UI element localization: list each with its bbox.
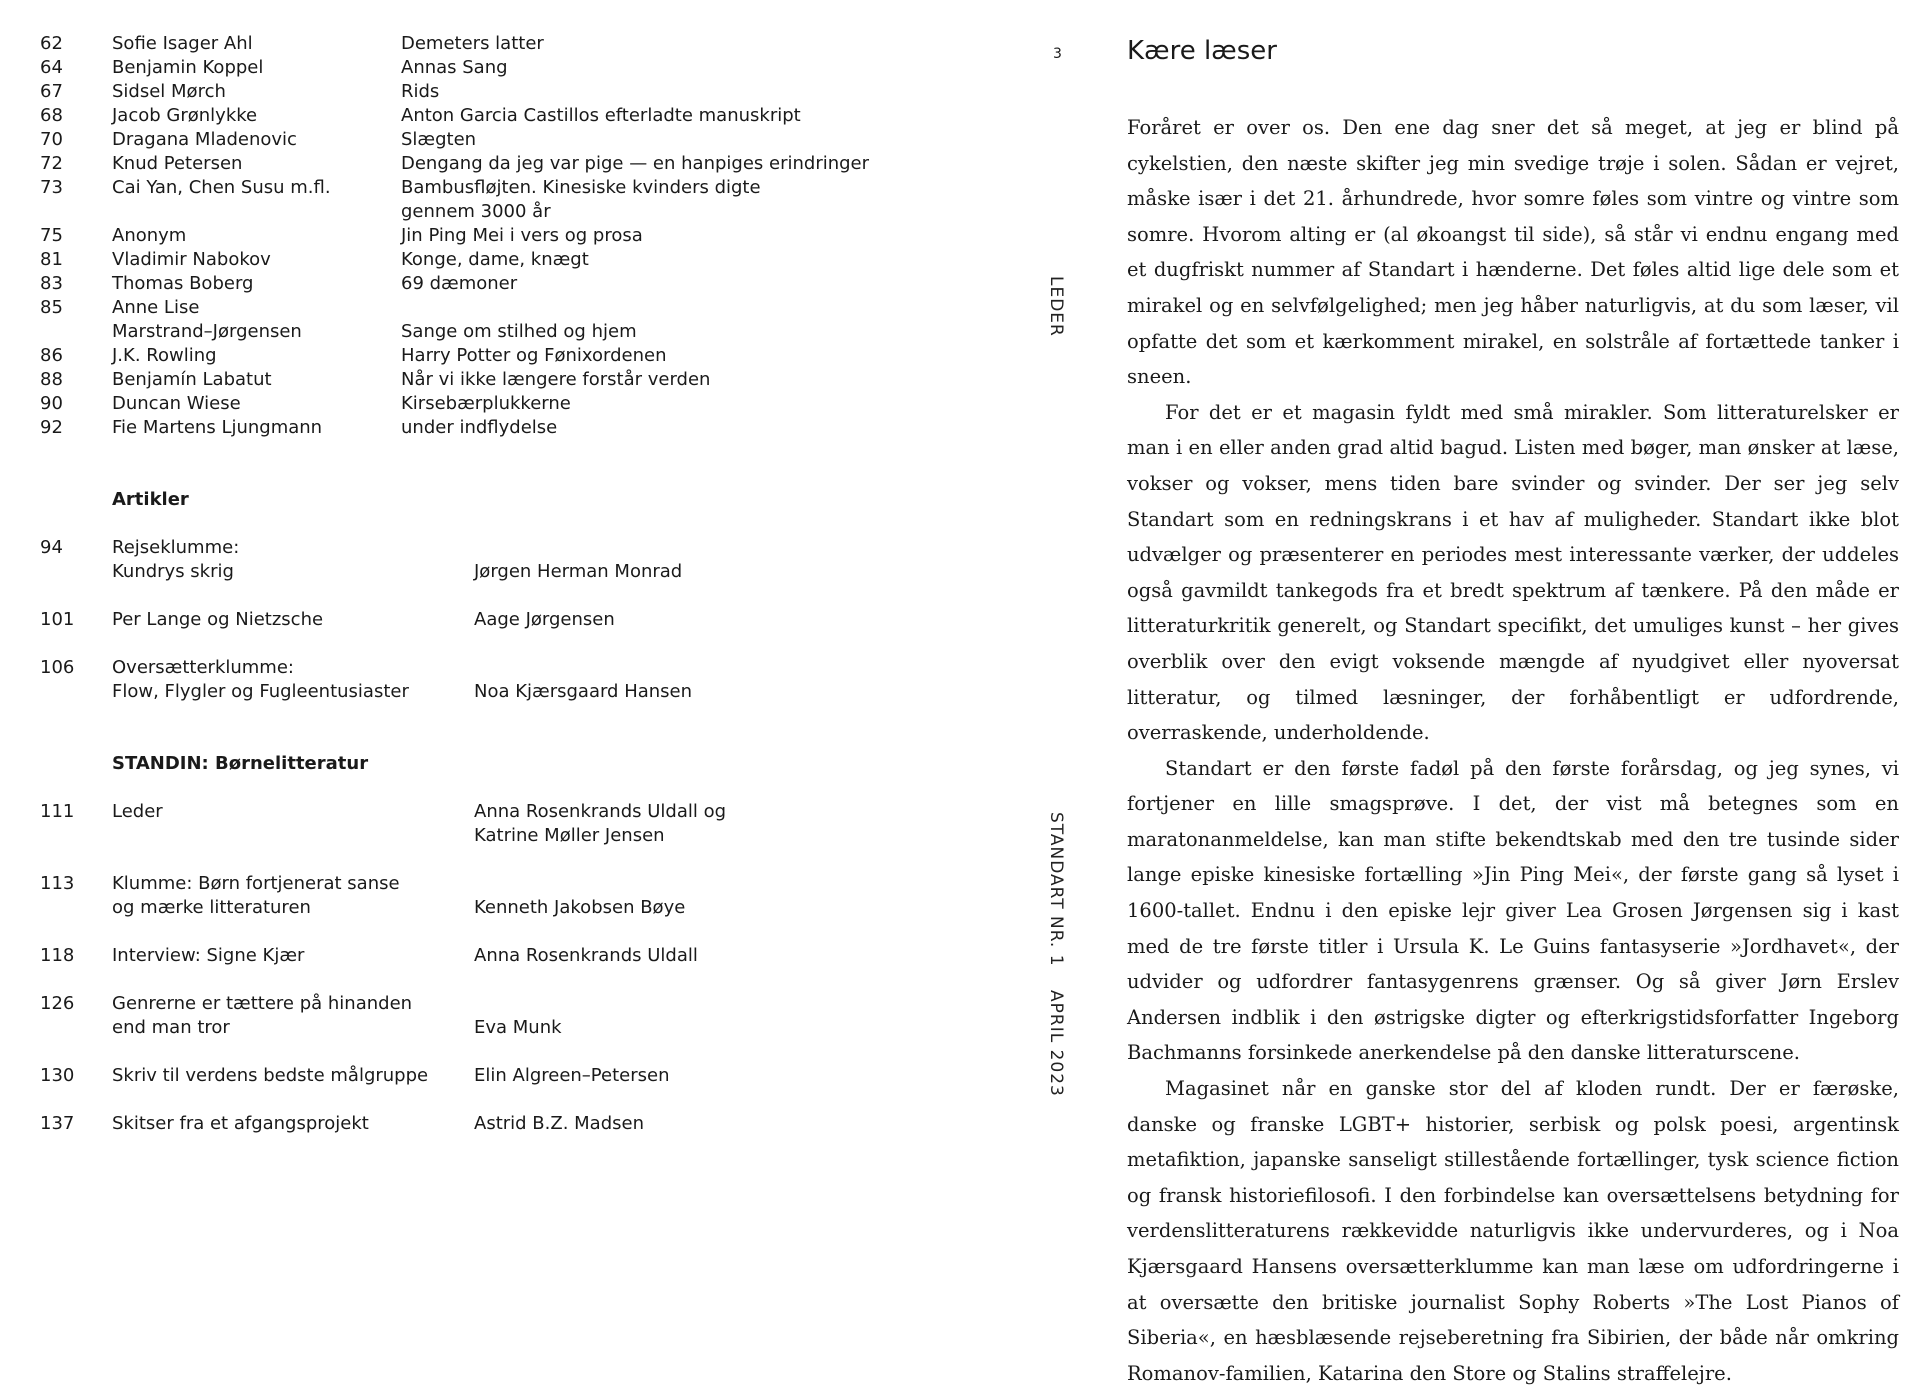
page-number: 73	[40, 177, 63, 198]
page-number: 72	[40, 153, 63, 174]
author-name: Thomas Boberg	[112, 273, 254, 294]
work-title-continued: gennem 3000 år	[401, 201, 551, 222]
author-name: Anonym	[112, 225, 187, 246]
author-name: Benjamin Koppel	[112, 57, 264, 78]
section-heading: STANDIN: Børnelitteratur	[112, 753, 369, 774]
page-number: 101	[40, 609, 75, 630]
article-title: Rejseklumme:	[112, 537, 240, 558]
issue-label: STANDART NR. 1	[1046, 812, 1066, 967]
article-title-continued: Kundrys skrig	[112, 561, 234, 582]
work-title: Sange om stilhed og hjem	[401, 321, 637, 342]
work-title: Harry Potter og Fønixordenen	[401, 345, 667, 366]
page-number: 130	[40, 1065, 75, 1086]
author-name: Fie Martens Ljungmann	[112, 417, 323, 438]
page-number: 75	[40, 225, 63, 246]
author-name: Kenneth Jakobsen Bøye	[474, 897, 686, 918]
section-heading: Artikler	[112, 489, 189, 510]
work-title: Dengang da jeg var pige — en hanpiges erindringer	[401, 153, 870, 174]
work-title: Konge, dame, knægt	[401, 249, 589, 270]
author-name: Sofie Isager Ahl	[112, 33, 253, 54]
page-number: 62	[40, 33, 63, 54]
page-number: 83	[40, 273, 63, 294]
work-title: Jin Ping Mei i vers og prosa	[401, 225, 643, 246]
article-title: Interview: Signe Kjær	[112, 945, 305, 966]
page-number: 3	[1053, 46, 1062, 62]
paragraph: For det er et magasin fyldt med små mirakler. Som litteraturelsker er man i en eller anden grad altid bagud. Listen med bøger, man ønsker at læse, vokser og vokser, mens tiden bare svinder og svinder. Der ser jeg selv Standart som en redningskrans i et hav af muligheder. Standart ikke blot udvælger og præsenterer en periodes mest interessante værker, der uddeles også gavmildt tankegods fra et bredt spektrum af tænkere. På den måde er litteraturkritik generelt, og Standart specifikt, det umuliges kunst – her gives overblik over den evigt voksende mængde af nyudgivet eller nyoversat litteratur, og tilmed læsninger, der forhåbentligt er udfordrende, overraskende, underholdende.	[1127, 400, 1899, 745]
page-number: 86	[40, 345, 63, 366]
article-title-continued: Flow, Flygler og Fugleentusiaster	[112, 681, 409, 702]
work-title: Annas Sang	[401, 57, 508, 78]
page-number: 111	[40, 801, 75, 822]
page-number: 106	[40, 657, 75, 678]
page-number: 90	[40, 393, 63, 414]
page-number: 81	[40, 249, 63, 270]
author-name-continued: Marstrand–Jørgensen	[112, 321, 302, 342]
author-name: Jørgen Herman Monrad	[474, 561, 683, 582]
author-name: Anna Rosenkrands Uldall og	[474, 801, 727, 822]
author-name: Duncan Wiese	[112, 393, 241, 414]
article-title: Per Lange og Nietzsche	[112, 609, 324, 630]
page-number: 68	[40, 105, 63, 126]
page-number: 70	[40, 129, 63, 150]
author-name: Aage Jørgensen	[474, 609, 615, 630]
author-name: Knud Petersen	[112, 153, 243, 174]
work-title: Demeters latter	[401, 33, 544, 54]
work-title: Slægten	[401, 129, 477, 150]
page-number: 92	[40, 417, 63, 438]
article-title: Oversætterklumme:	[112, 657, 294, 678]
author-name: Anna Rosenkrands Uldall	[474, 945, 698, 966]
author-name: Sidsel Mørch	[112, 81, 226, 102]
date-label: APRIL 2023	[1046, 990, 1066, 1097]
article-title: Genrerne er tættere på hinanden	[112, 993, 413, 1014]
work-title: under indflydelse	[401, 417, 558, 438]
page-number: 113	[40, 873, 75, 894]
letter-body	[1127, 110, 1899, 1391]
page-number: 88	[40, 369, 63, 390]
page-number: 94	[40, 537, 63, 558]
work-title: Rids	[401, 81, 440, 102]
work-title: Bambusfløjten. Kinesiske kvinders digte	[401, 177, 761, 198]
author-name: Eva Munk	[474, 1017, 562, 1038]
paragraph: Foråret er over os. Den ene dag sner det så meget, at jeg er blind på cykelstien, den næste skifter jeg min svedige trøje i solen. Sådan er vejret, måske især i det 21. århundrede, hvor somre føles som vintre og vintre som somre. Hvorom alting er (al økoangst til side), så står vi endnu engang med et dugfriskt nummer af Standart i hænderne. Det føles altid lige dele som et mirakel og en selvfølgelighed; men jeg håber naturligvis, at du som læser, vil opfatte det som et kærkomment mirakel, en solstråle af fortættede tanker i sneen.	[1127, 116, 1899, 389]
right-page	[1110, 0, 1920, 1385]
page-number: 85	[40, 297, 63, 318]
work-title: 69 dæmoner	[401, 273, 518, 294]
author-name: Cai Yan, Chen Susu m.fl.	[112, 177, 331, 198]
work-title: Kirsebærplukkerne	[401, 393, 571, 414]
author-name: Elin Algreen–Petersen	[474, 1065, 670, 1086]
article-title-continued: end man tror	[112, 1017, 230, 1038]
page-number: 64	[40, 57, 63, 78]
author-name: J.K. Rowling	[112, 345, 217, 366]
work-title: Anton Garcia Castillos efterladte manuskript	[401, 105, 801, 126]
author-name: Benjamín Labatut	[112, 369, 272, 390]
author-name-continued: Katrine Møller Jensen	[474, 825, 665, 846]
author-name: Vladimir Nabokov	[112, 249, 271, 270]
paragraph: Standart er den første fadøl på den første forårsdag, og jeg synes, vi fortjener en lille smagsprøve. I det, der vist må betegnes som en maratonanmeldelse, kan man stifte bekendtskab med den tre tusinde sider lange episke kinesiske fortælling »Jin Ping Mei«, der første gang så lyset i 1600-tallet. Endnu i den episke lejr giver Lea Grosen Jørgensen sig i kast med de tre første titler i Ursula K. Le Guins fantasyserie »Jordhavet«, der udvider og udfordrer fantasygenrens grænser. Og så giver Jørn Erslev Andersen indblik i den østrigske digter og efterkrigstidsforfatter Ingeborg Bachmanns forsinkede anerkendelse på den danske litteraturscene.	[1127, 756, 1899, 1065]
work-title: Når vi ikke længere forstår verden	[401, 369, 711, 390]
page-title: Kære læser	[1127, 36, 1277, 66]
page-number: 126	[40, 993, 75, 1014]
page-number: 118	[40, 945, 75, 966]
author-name: Dragana Mladenovic	[112, 129, 297, 150]
article-title: Leder	[112, 801, 163, 822]
article-title-continued: og mærke litteraturen	[112, 897, 311, 918]
paragraph: Magasinet når en ganske stor del af kloden rundt. Der er færøske, danske og franske LGBT+ historier, serbisk og polsk poesi, argentinsk metafiktion, japanske sanseligt stillestående fortællinger, tysk science fiction og fransk historiefilosofi. I den forbindelse kan oversættelsens betydning for verdenslitteraturens rækkevidde naturligvis ikke undervurderes, og i Noa Kjærsgaard Hansens oversætterklumme kan man læse om udfordringerne i at oversætte den britiske journalist Sophy Roberts »The Lost Pianos of Siberia«, en hæsblæsende rejseberetning fra Sibirien, der både når omkring Romanov-familien, Katarina den Store og Stalins straffelejre.	[1127, 1077, 1899, 1385]
page-number: 137	[40, 1113, 75, 1134]
section-label: LEDER	[1046, 276, 1066, 337]
author-name: Astrid B.Z. Madsen	[474, 1113, 644, 1134]
author-name: Jacob Grønlykke	[112, 105, 258, 126]
article-title: Skitser fra et afgangsprojekt	[112, 1113, 369, 1134]
article-title: Klumme: Børn fortjenerat sanse	[112, 873, 400, 894]
author-name: Noa Kjærsgaard Hansen	[474, 681, 693, 702]
page-number: 67	[40, 81, 63, 102]
author-name: Anne Lise	[112, 297, 200, 318]
article-title: Skriv til verdens bedste målgruppe	[112, 1065, 429, 1086]
